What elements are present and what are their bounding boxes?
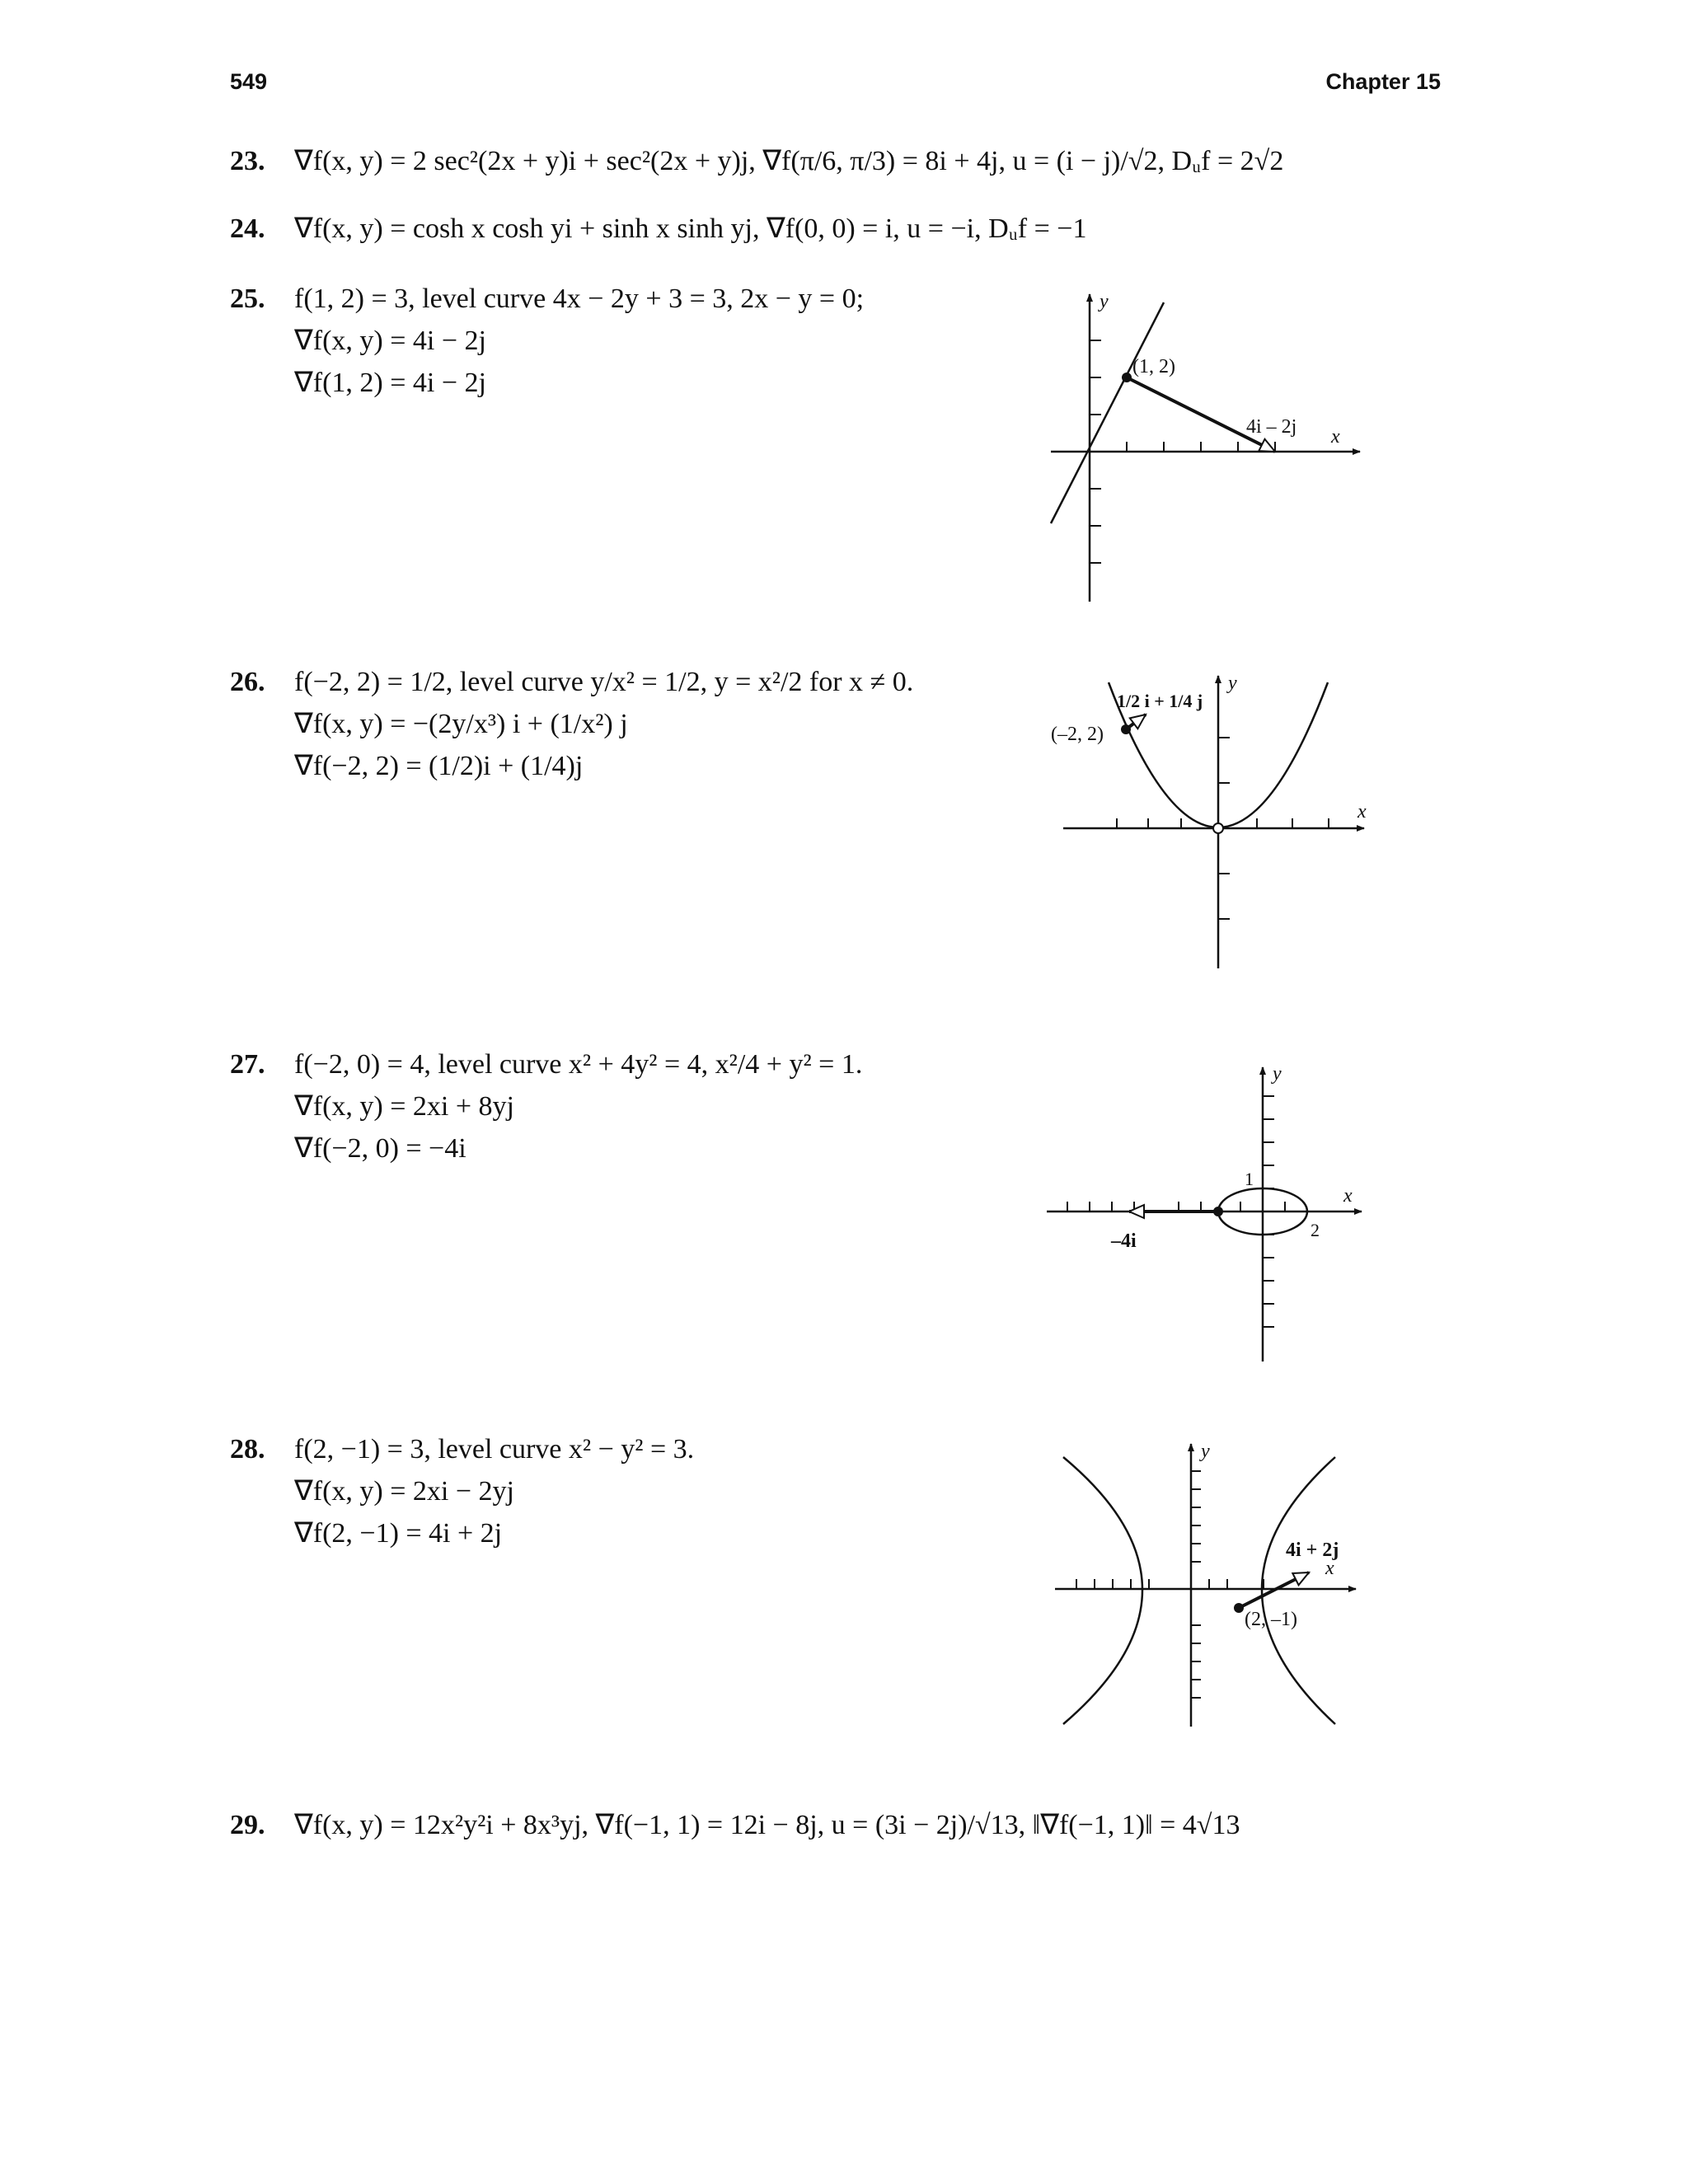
problem-26 [230, 661, 913, 787]
problem-text: f(1, 2) = 3, level curve 4x − 2y + 3 = 3, 2x − y = 0; [294, 284, 865, 314]
problem-27 [230, 1043, 862, 1169]
problem-29 [230, 1804, 1240, 1846]
figure-25-graph [1022, 284, 1385, 614]
problem-text: ∇f(x, y) = cosh x cosh yi + sinh x sinh yj, ∇f(0, 0) = i, u = −i, Dᵤf = −1 [294, 213, 1087, 244]
y-axis-label: y [1100, 291, 1109, 312]
problem-text: ∇f(x, y) = 4i − 2j [294, 326, 486, 356]
point-marker [1122, 373, 1132, 382]
problem-text: ∇f(x, y) = −(2y/x³) i + (1/x²) j [294, 709, 628, 739]
problem-text: ∇f(x, y) = 2 sec²(2x + y)i + sec²(2x + y)j, ∇f(π/6, π/3) = 8i + 4j, u = (i − j)/√2, Dᵤf = 2√2 [294, 146, 1284, 176]
y-axis-label: y [1228, 673, 1237, 694]
problem-number: 29. [230, 1810, 265, 1840]
problem-23 [230, 140, 1283, 182]
x-ticks [1076, 1579, 1264, 1589]
problem-number: 27. [230, 1049, 265, 1080]
level-curve-line [1051, 302, 1164, 523]
x-axis-label: x [1357, 801, 1367, 823]
problem-28 [230, 1428, 694, 1554]
hyperbola-left-branch [1063, 1457, 1142, 1724]
vector-label: 4i – 2j [1246, 416, 1297, 438]
problem-25 [230, 278, 864, 404]
x-ticks [1127, 442, 1275, 452]
vector-label: 4i + 2j [1286, 1540, 1339, 1561]
point-label: (–2, 2) [1051, 724, 1104, 745]
figure-26-graph [1034, 659, 1381, 981]
x-axis-label: x [1343, 1185, 1353, 1207]
problem-text: ∇f(x, y) = 12x²y²i + 8x³yj, ∇f(−1, 1) = 12i − 8j, u = (3i − 2j)/√13, ‖∇f(−1, 1)‖ = 4√13 [294, 1810, 1240, 1840]
problem-text: ∇f(1, 2) = 4i − 2j [294, 368, 486, 398]
y-ticks [1191, 1471, 1201, 1698]
y-axis-label: y [1201, 1441, 1210, 1462]
figure-28-graph [1047, 1434, 1368, 1739]
vector-label: 1/2 i + 1/4 j [1117, 691, 1203, 711]
vector-label: –4i [1111, 1230, 1137, 1252]
point-marker [1121, 724, 1131, 734]
excluded-origin [1213, 823, 1223, 833]
problem-text: f(2, −1) = 3, level curve x² − y² = 3. [294, 1434, 695, 1465]
problem-24 [230, 208, 1086, 250]
problem-text: ∇f(2, −1) = 4i + 2j [294, 1518, 503, 1549]
problem-number: 23. [230, 146, 265, 176]
page-number: 549 [230, 69, 268, 94]
x-axis-label: x [1325, 1558, 1334, 1579]
gradient-vector [1239, 1572, 1309, 1608]
problem-text: ∇f(−2, 0) = −4i [294, 1133, 467, 1164]
problem-number: 24. [230, 213, 265, 244]
point-label: (2, –1) [1245, 1609, 1297, 1630]
problem-text: ∇f(−2, 2) = (1/2)i + (1/4)j [294, 751, 584, 781]
point-marker [1213, 1207, 1223, 1216]
tick-label-1: 1 [1245, 1169, 1254, 1189]
problem-text: f(−2, 2) = 1/2, level curve y/x² = 1/2, y = x²/2 for x ≠ 0. [294, 667, 914, 697]
problem-text: f(−2, 0) = 4, level curve x² + 4y² = 4, x²/4 + y² = 1. [294, 1049, 863, 1080]
y-axis-label: y [1273, 1063, 1282, 1085]
problem-number: 28. [230, 1434, 265, 1465]
problem-text: ∇f(x, y) = 2xi − 2yj [294, 1476, 514, 1507]
chapter-title: Chapter 15 [1325, 69, 1441, 94]
x-axis-label: x [1331, 426, 1340, 448]
problem-number: 26. [230, 667, 265, 697]
gradient-vector [1127, 377, 1275, 452]
figure-27-graph [1039, 1055, 1368, 1376]
point-marker [1234, 1603, 1244, 1613]
problem-text: ∇f(x, y) = 2xi + 8yj [294, 1091, 514, 1122]
problem-number: 25. [230, 284, 265, 314]
tick-label-2: 2 [1311, 1220, 1320, 1240]
point-label: (1, 2) [1132, 356, 1175, 377]
